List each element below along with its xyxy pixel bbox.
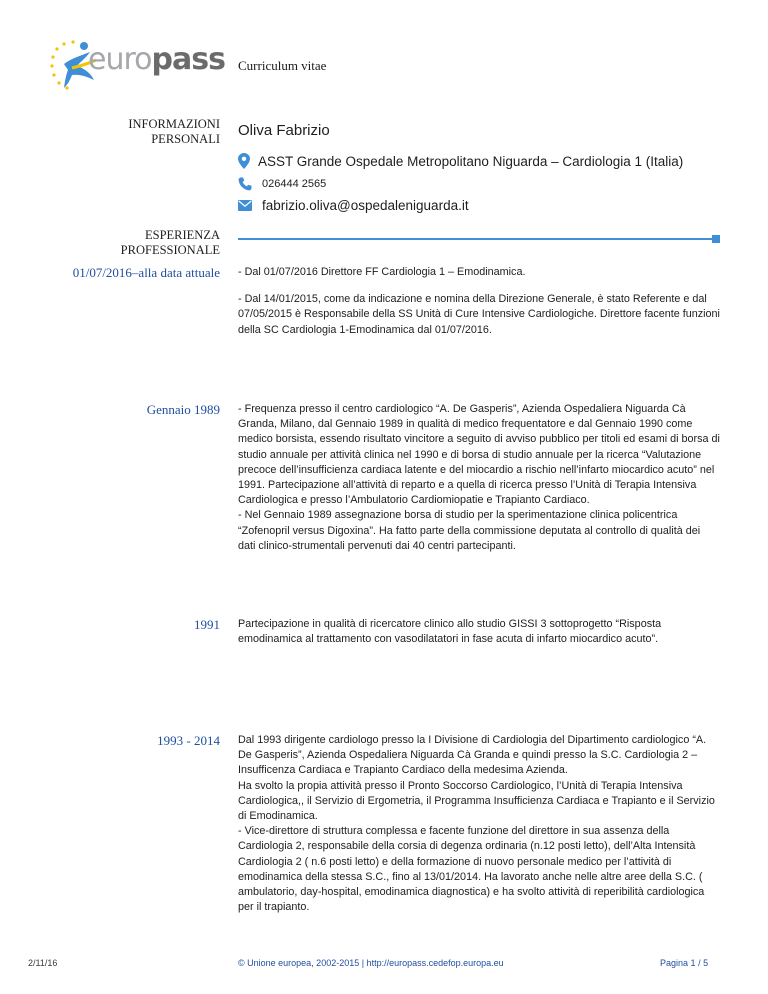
page-total: 5 bbox=[703, 958, 709, 968]
entry-paragraph: Ha svolto la propia attività presso il Pronto Soccorso Cardiologico, l’Unità di Terapia Intensiva Cardiologica,, il Servizio di Ergometria, il Programma Insufficienza Cardiaca e Trapianto e il Servizio di Emodinamica. bbox=[238, 779, 715, 823]
page-label: Pagina bbox=[660, 958, 689, 968]
entry-paragraph: Partecipazione in qualità di ricercatore clinico allo studio GISSI 3 sottoprogetto “Risposta emodinamica al trattamento con vasodilatatori in fase acuta di infarto miocardico acuto”. bbox=[238, 618, 662, 646]
entry-paragraph: Dal 1993 dirigente cardiologo presso la I Divisione di Cardiologia del Dipartimento cardiologico “A. De Gasperis”, Azienda Ospedaliera Niguarda Cà Granda e quindi presso la S.C. Cardiologia 2 – Insufficenza Cardiaca e Trapianto Cardiaco della medesima Azienda. bbox=[238, 734, 707, 777]
logo-suffix: pass bbox=[151, 42, 225, 77]
personal-info-heading bbox=[70, 117, 220, 147]
entry-paragraph: - Dal 14/01/2015, come da indicazione e nomina della Direzione Generale, è stato Referente e dal 07/05/2015 è Responsabile della SS Unità di Cure Intensive Cardiologiche. Direttore facente funzioni della SC Cardiologia 1-Emodinamica dal 01/07/2016. bbox=[238, 293, 720, 336]
envelope-icon bbox=[238, 200, 252, 211]
experience-entry bbox=[238, 402, 720, 554]
page-current: 1 bbox=[690, 958, 696, 968]
europass-wordmark bbox=[88, 42, 225, 77]
entry-date: 1993 - 2014 bbox=[157, 733, 220, 748]
address-text: ASST Grande Ospedale Metropolitano Niguarda – Cardiologia 1 (Italia) bbox=[258, 153, 684, 169]
phone-text: 026444 2565 bbox=[262, 178, 327, 190]
personal-heading-line1: INFORMAZIONI bbox=[128, 117, 220, 131]
phone-icon bbox=[238, 177, 252, 191]
person-name: Oliva Fabrizio bbox=[238, 122, 330, 139]
section-divider bbox=[238, 238, 712, 240]
footer-date: 2/11/16 bbox=[28, 958, 58, 968]
experience-heading-line2: PROFESSIONALE bbox=[120, 243, 220, 257]
entry-paragraph: - Nel Gennaio 1989 assegnazione borsa di studio per la sperimentazione clinica policentrica “Zofenopril versus Digoxina”. Ha fatto parte della commissione deputata al controllo di qualità dei dati clinico-strumentali pervenuti dai 40 centri partecipanti. bbox=[238, 509, 701, 552]
document-label: Curriculum vitae bbox=[238, 58, 327, 73]
phone-row bbox=[238, 177, 326, 191]
entry-date: 1991 bbox=[194, 617, 220, 632]
footer-page-number bbox=[660, 958, 708, 968]
personal-heading-line2: PERSONALI bbox=[151, 132, 220, 146]
location-pin-icon bbox=[238, 153, 250, 169]
experience-heading bbox=[70, 228, 220, 258]
entry-paragraph: - Vice-direttore di struttura complessa e facente funzione del direttore in sua assenza della Cardiologia 2, responsabile della corsia di degenza ordinaria (n.12 posti letto), dell’Alta Intensità Cardiologia 2 ( n.6 posti letto) e della formazione di nuovo personale medico per l’attività di emodinamica della stessa S.C., fino al 13/01/2014. Ha lavorato anche nelle altre aree della S.C. ( ambulatorio, day-hospital, emodinamica diagnostica) e ha svolto attività di reperibilità cardiologica per il trapianto. bbox=[238, 825, 705, 914]
email-link[interactable]: fabrizio.oliva@ospedaleniguarda.it bbox=[262, 198, 469, 213]
experience-entry bbox=[238, 733, 720, 915]
email-row bbox=[238, 198, 469, 213]
entry-paragraph: - Dal 01/07/2016 Direttore FF Cardiologia 1 – Emodinamica. bbox=[238, 266, 526, 278]
experience-entry bbox=[238, 617, 720, 647]
address-row bbox=[238, 153, 683, 169]
logo-prefix: euro bbox=[88, 42, 152, 77]
section-divider-square bbox=[712, 235, 720, 243]
europass-logo bbox=[50, 38, 230, 98]
footer-copyright[interactable]: © Unione europea, 2002-2015 | http://europass.cedefop.europa.eu bbox=[238, 958, 504, 968]
experience-heading-line1: ESPERIENZA bbox=[145, 228, 220, 242]
entry-date: 01/07/2016–alla data attuale bbox=[72, 265, 220, 280]
entry-date: Gennaio 1989 bbox=[146, 402, 220, 417]
entry-paragraph: - Frequenza presso il centro cardiologico “A. De Gasperis”, Azienda Ospedaliera Niguarda Cà Granda, Milano, dal Gennaio 1989 in qualità di medico frequentatore e dal Gennaio 1990 come medico borsista, essendo risultato vincitore a seguito di avviso pubblico per titoli ed esami di borsa di studio annuale per attività clinica nel 1990 e di borsa di studio annuale per la ricerca “Valutazione precoce dell’insufficienza cardiaca latente e del miocardio a rischio nell’infarto miocardico acuto” nel 1991. Partecipazione all’attività di reparto e a quella di ricerca presso l’Unità di Terapia Intensiva Cardiologica e presso l’Ambulatorio Cardiomiopatie e Trapianto Cardiaco. bbox=[238, 403, 720, 507]
page-separator: / bbox=[698, 958, 701, 968]
experience-entry bbox=[238, 265, 720, 338]
